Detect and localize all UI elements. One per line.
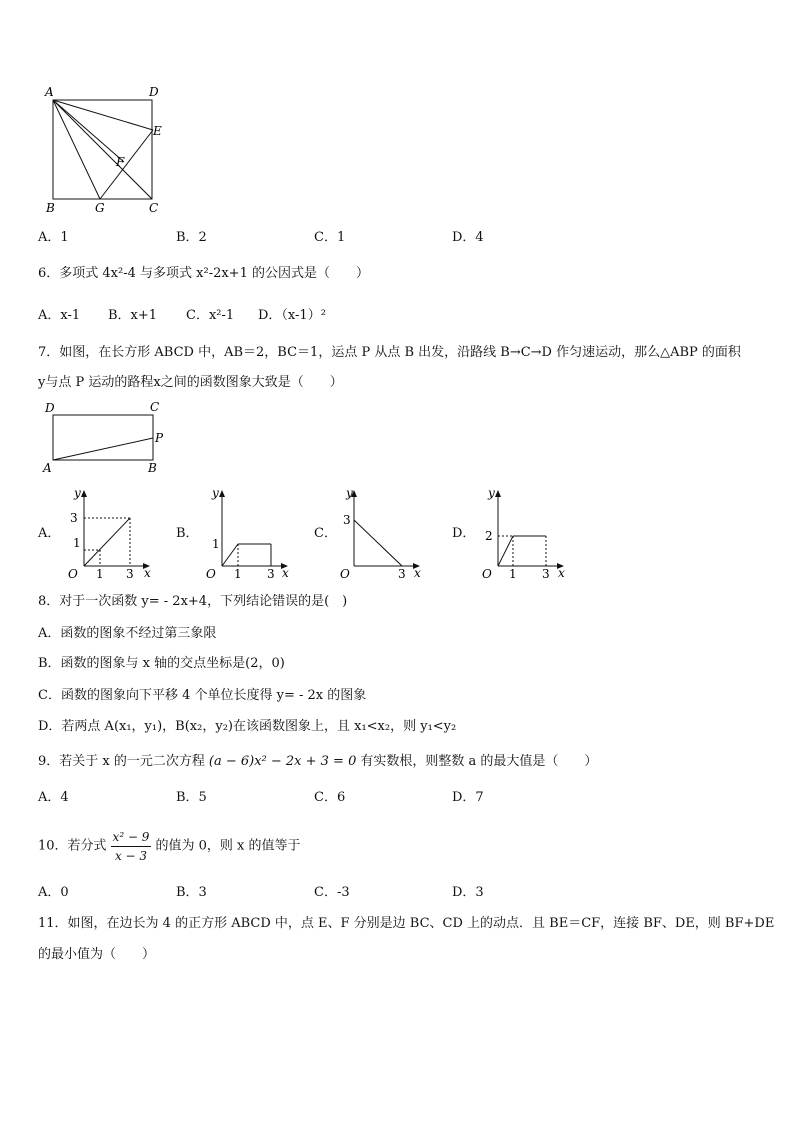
q11-line2: 的最小值为（ ）	[38, 947, 156, 962]
q7-graph-a-ytick-3: 3	[70, 511, 78, 525]
q8-option-d: D．若两点 A(x₁，y₁)，B(x₂，y₂)在该函数图象上，且 x₁<x₂，则 y₁<y₂	[38, 719, 457, 734]
q7-graph-a-ylabel: y	[74, 486, 81, 500]
q10-stem-pre: 10．若分式	[38, 838, 107, 854]
q8-stem: 8．对于一次函数 y= - 2x+4，下列结论错误的是( )	[38, 594, 348, 609]
q7-graph-d-ytick-2: 2	[485, 529, 493, 543]
q7-stem-line1: 7．如图，在长方形 ABCD 中，AB＝2，BC＝1，运点 P 从点 B 出发，沿路线 B→C→D 作匀速运动，那么△ABP 的面积	[38, 345, 741, 360]
q10-denominator: x − 3	[114, 849, 148, 863]
q7-graph-c	[334, 484, 434, 582]
q9-stem-post: 有实数根，则整数 a 的最大值是（ ）	[360, 754, 598, 769]
q10-option-d: D．3	[452, 885, 484, 900]
q7-graph-a-label: A．	[38, 526, 61, 541]
q5-option-b: B．2	[176, 230, 207, 245]
q9-option-a: A．4	[38, 790, 69, 805]
q9-option-b: B．5	[176, 790, 207, 805]
q7-graph-c-label: C．	[314, 526, 337, 541]
q8-option-c: C．函数的图象向下平移 4 个单位长度得 y= - 2x 的图象	[38, 688, 367, 703]
q7-graph-b-ylabel: y	[212, 486, 219, 500]
q7-graph-c-ytick-3: 3	[343, 513, 351, 527]
q10-stem	[38, 828, 300, 865]
q7-graph-b-origin: O	[206, 567, 216, 581]
q9-stem-pre: 9．若关于 x 的一元二次方程	[38, 754, 205, 769]
q7-graph-d-xtick-1: 1	[509, 567, 517, 581]
q7-graph-c-ylabel: y	[346, 486, 353, 500]
q8-option-a: A．函数的图象不经过第三象限	[38, 626, 217, 641]
q10-option-b: B．3	[176, 885, 207, 900]
q7-graph-a	[60, 484, 160, 582]
q7-graph-c-xlabel: x	[414, 566, 421, 580]
q7-graph-b-ytick-1: 1	[212, 537, 220, 551]
q7-graph-c-origin: O	[340, 567, 350, 581]
q9-equation: (a − 6)x² − 2x + 3 = 0	[208, 754, 357, 769]
q5-option-d: D．4	[452, 230, 484, 245]
q7-graph-b-xlabel: x	[282, 566, 289, 580]
q10-option-a: A．0	[38, 885, 69, 900]
q7-graph-a-xtick-3: 3	[126, 567, 134, 581]
q10-stem-post: 的值为 0，则 x 的值等于	[155, 838, 301, 854]
q6-option-d: D．（x-1）²	[258, 308, 326, 323]
label-F: F	[116, 155, 125, 169]
q7-graph-d-xtick-3: 3	[542, 567, 550, 581]
q7-graph-d-xlabel: x	[558, 566, 565, 580]
q9-option-d: D．7	[452, 790, 484, 805]
q7-graph-a-origin: O	[68, 567, 78, 581]
rect-label-D: D	[45, 401, 55, 415]
q10-fraction	[111, 828, 152, 865]
q8-option-b: B．函数的图象与 x 轴的交点坐标是(2，0)	[38, 656, 285, 671]
q11-line1: 11．如图，在边长为 4 的正方形 ABCD 中，点 E、F 分别是边 BC、CD 上的动点．且 BE＝CF，连接 BF、DE，则 BF+DE	[38, 916, 775, 931]
label-D: D	[149, 85, 159, 99]
q7-stem-line2: y与点 P 运动的路程x之间的函数图象大致是（ ）	[38, 375, 343, 390]
q7-graph-a-xlabel: x	[144, 566, 151, 580]
q7-graph-b-label: B．	[176, 526, 199, 541]
rect-label-P: P	[155, 431, 164, 445]
rect-label-A: A	[43, 461, 52, 475]
q7-graph-d-ylabel: y	[488, 486, 495, 500]
rect-label-B: B	[148, 461, 157, 475]
q10-numerator: x² − 9	[111, 828, 152, 847]
q7-graph-c-xtick-3: 3	[398, 567, 406, 581]
label-E: E	[153, 124, 162, 138]
q5-option-c: C．1	[314, 230, 346, 245]
q10-option-c: C．-3	[314, 885, 350, 900]
q9-stem	[38, 754, 597, 770]
q7-graph-d-origin: O	[482, 567, 492, 581]
q6-option-a: A．x-1	[38, 308, 81, 323]
q7-graph-d-label: D．	[452, 526, 476, 541]
q9-option-c: C．6	[314, 790, 346, 805]
rectangle-figure	[40, 398, 170, 476]
label-G: G	[95, 201, 105, 215]
q6-option-c: C．x²-1	[186, 308, 235, 323]
q7-graph-d	[476, 484, 576, 582]
q7-graph-a-xtick-1: 1	[96, 567, 104, 581]
label-A: A	[45, 85, 54, 99]
q7-graph-b-xtick-1: 1	[234, 567, 242, 581]
q6-stem: 6．多项式 4x²-4 与多项式 x²-2x+1 的公因式是（ ）	[38, 266, 369, 281]
square-figure	[40, 82, 180, 217]
label-B: B	[46, 201, 55, 215]
q7-graph-a-ytick-1: 1	[73, 536, 81, 550]
q7-graph-b-xtick-3: 3	[267, 567, 275, 581]
label-C: C	[149, 201, 159, 215]
q6-option-b: B．x+1	[108, 308, 158, 323]
q5-option-a: A．1	[38, 230, 69, 245]
rect-label-C: C	[150, 400, 160, 414]
q7-graph-b	[198, 484, 298, 582]
